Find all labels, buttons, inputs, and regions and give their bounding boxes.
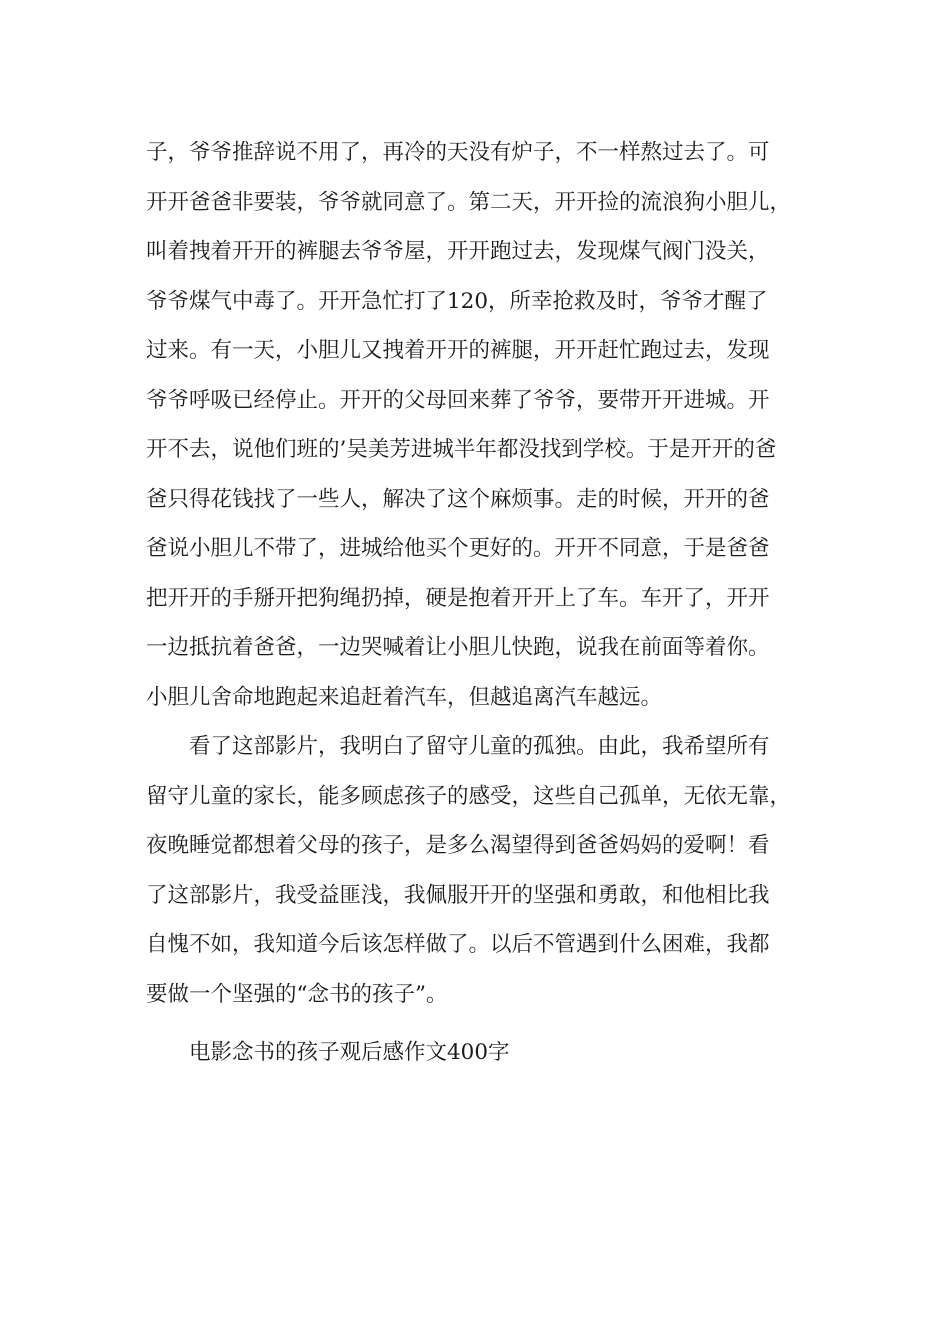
text-line: 爷爷呼吸已经停止。开开的父母回来葬了爷爷，要带开开进城。开 xyxy=(146,387,770,413)
text-line: 叫着拽着开开的裤腿去爷爷屋，开开跑过去，发现煤气阀门没关， xyxy=(146,239,770,264)
text-line: 把开开的手掰开把狗绳扔掉，硬是抱着开开上了车。车开了，开开 xyxy=(146,585,770,611)
text-line: 爸只得花钱找了一些人，解决了这个麻烦事。走的时候，开开的爸 xyxy=(146,486,770,512)
text-line: 一边抵抗着爸爸，一边哭喊着让小胆儿快跑，说我在前面等着你。 xyxy=(146,635,770,660)
text-line: 爷爷煤气中毒了。开开急忙打了120，所幸抢救及时，爷爷才醒了 xyxy=(146,288,768,314)
paragraph-reflection xyxy=(146,722,816,1019)
text-line: 爸说小胆儿不带了，进城给他买个更好的。开开不同意，于是爸爸 xyxy=(146,536,770,561)
text-line: 夜晚睡觉都想着父母的孩子，是多么渴望得到爸爸妈妈的爱啊！看 xyxy=(146,833,770,858)
text-line: 子，爷爷推辞说不用了，再冷的天没有炉子，不一样熬过去了。可 xyxy=(146,140,770,165)
heading-line: 电影念书的孩子观后感作文400字 xyxy=(189,1040,510,1065)
paragraph-story xyxy=(146,128,816,722)
text-line: 开开爸爸非要装，爷爷就同意了。第二天，开开捡的流浪狗小胆儿， xyxy=(146,189,792,215)
text-line: 要做一个坚强的“念书的孩子”。 xyxy=(146,981,448,1007)
text-line: 看了这部影片，我明白了留守儿童的孤独。由此，我希望所有 xyxy=(189,734,770,759)
text-line: 小胆儿舍命地跑起来追赶着汽车，但越追离汽车越远。 xyxy=(146,684,663,710)
text-line: 过来。有一天，小胆儿又拽着开开的裤腿，开开赶忙跑过去，发现 xyxy=(146,338,770,363)
text-line: 了这部影片，我受益匪浅，我佩服开开的坚强和勇敢，和他相比我 xyxy=(146,882,770,908)
text-line: 开不去，说他们班的’吴美芳进城半年都没找到学校。于是开开的爸 xyxy=(146,437,777,462)
text-line: 留守儿童的家长，能多顾虑孩子的感受，这些自己孤单，无依无靠， xyxy=(146,783,792,809)
text-line: 自愧不如，我知道今后该怎样做了。以后不管遇到什么困难，我都 xyxy=(146,932,770,957)
section-heading xyxy=(146,1028,816,1078)
